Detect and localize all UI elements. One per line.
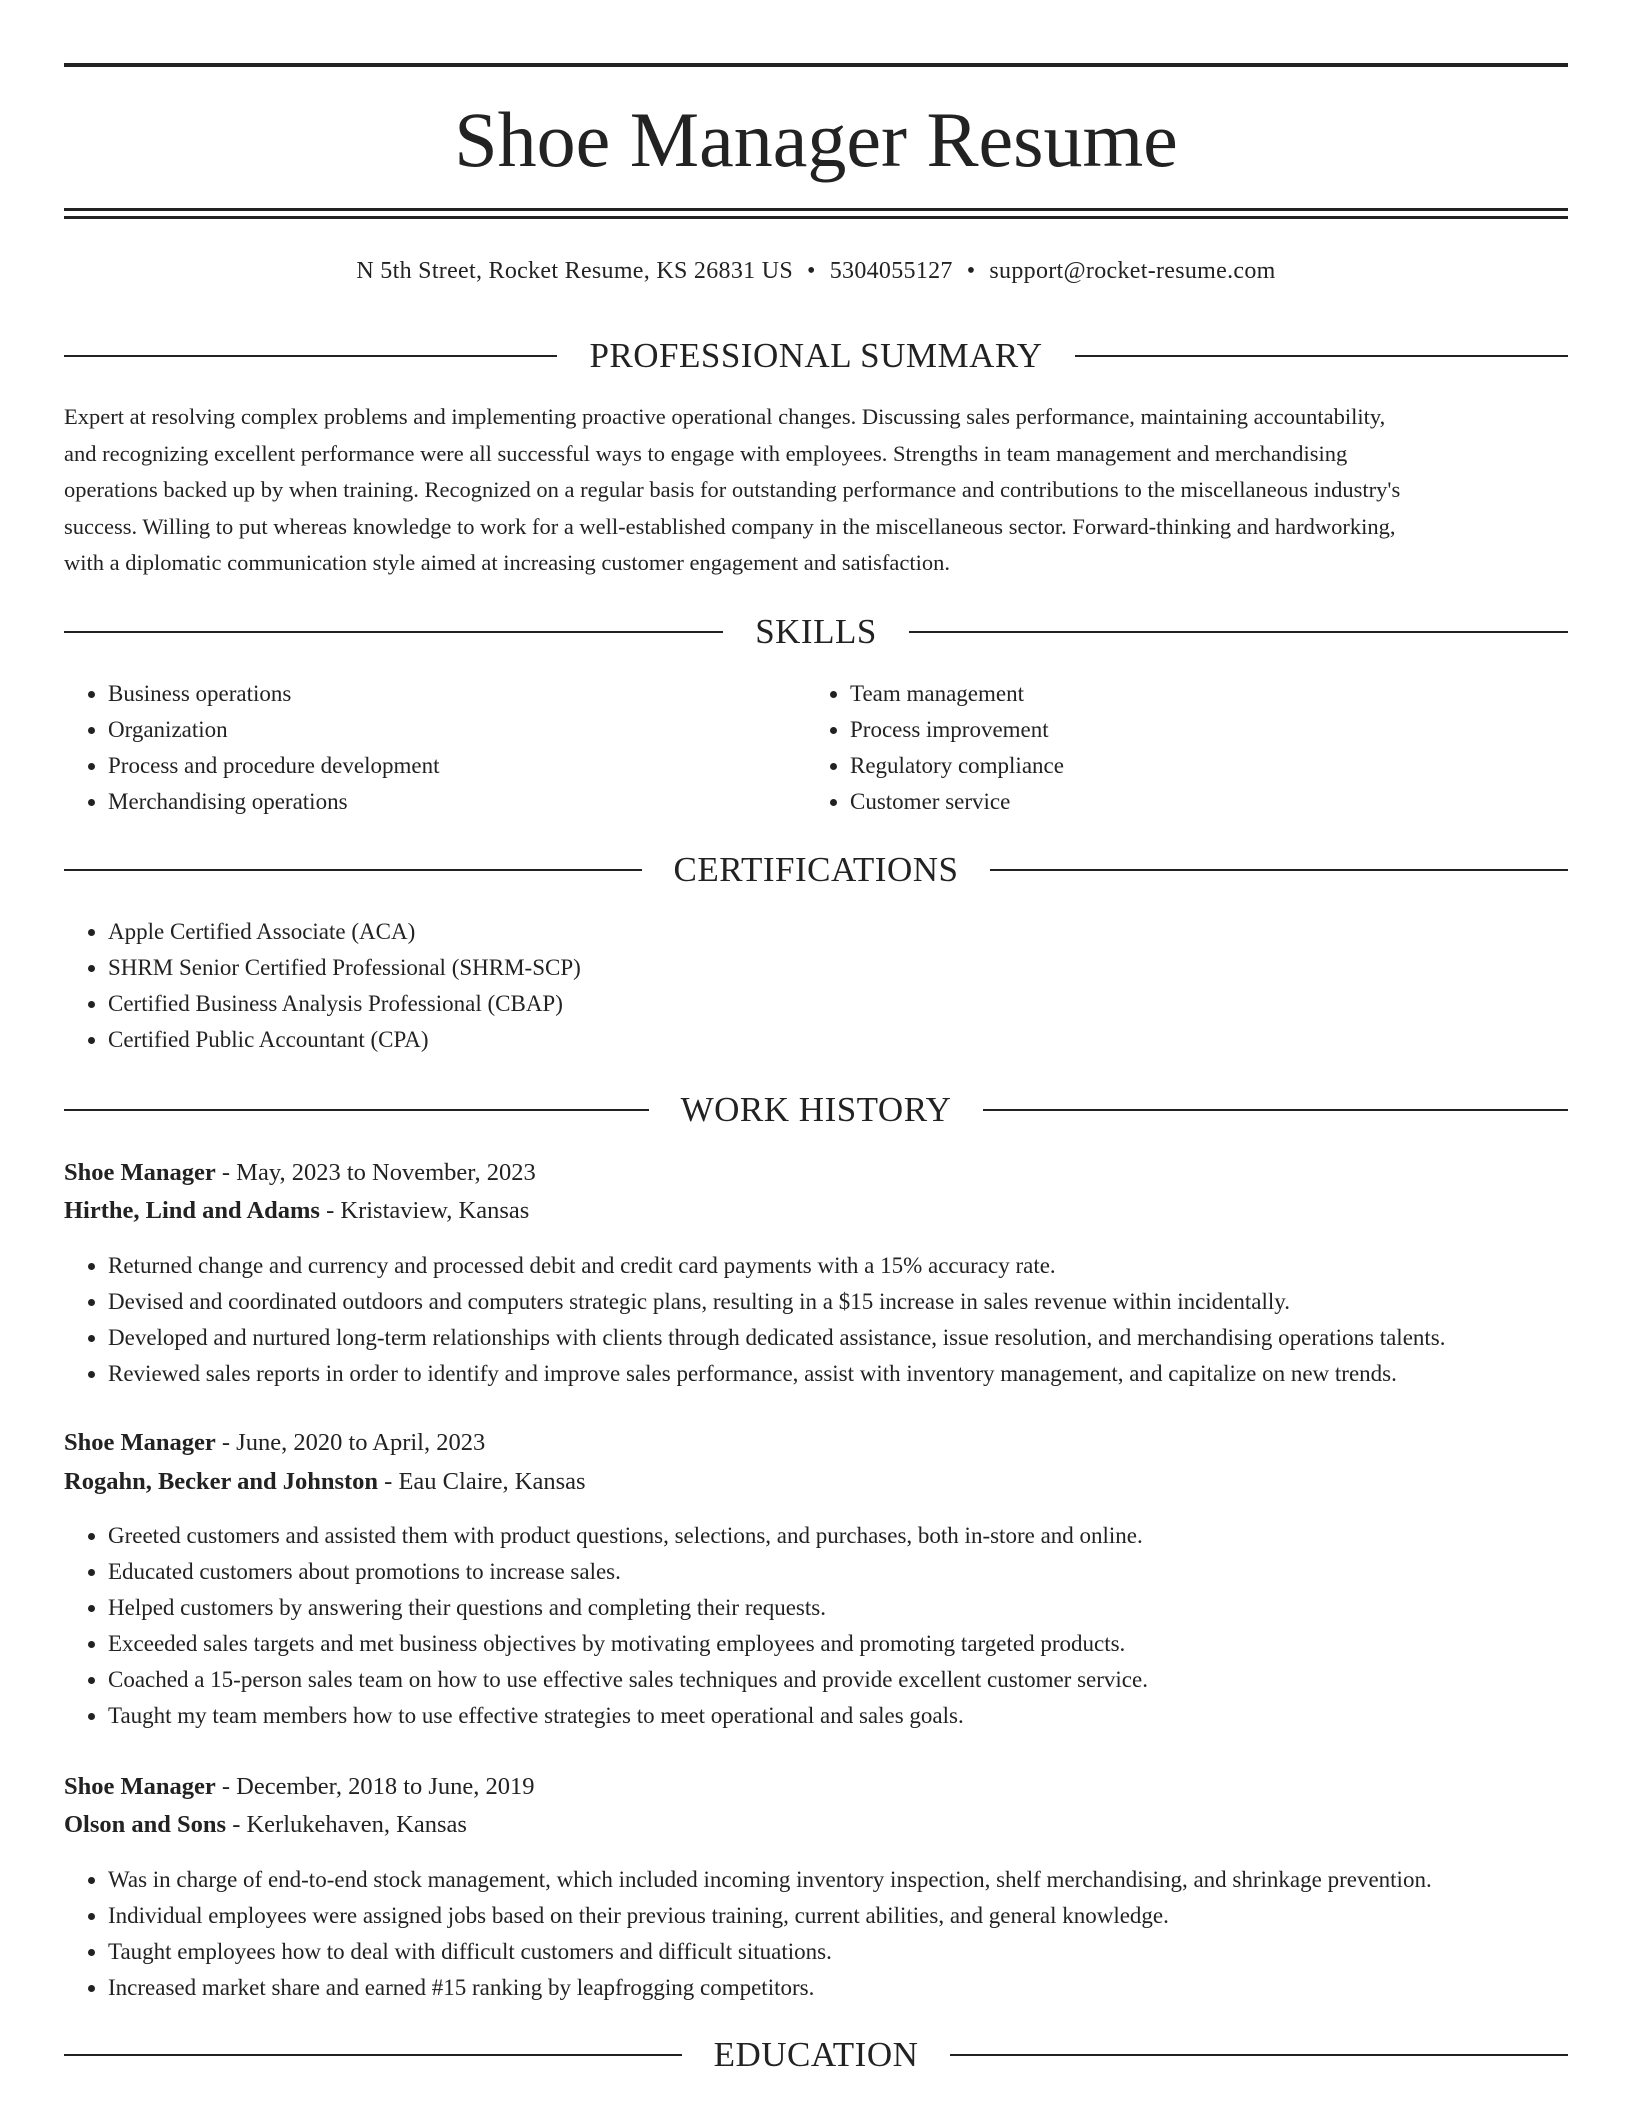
section-heading-education: [64, 2035, 1568, 2075]
job-company-line: [64, 1463, 586, 1501]
summary-line: with a diplomatic communication style aimed at increasing customer engagement and satisfaction.: [64, 550, 950, 575]
skill-item: • Process and procedure development: [108, 748, 439, 784]
contact-email[interactable]: support@rocket-resume.com: [989, 258, 1276, 284]
summary-line: success. Willing to put whereas knowledge to work for a well-established company in the miscellaneous sector. Forward-thinking and hardworking,: [64, 513, 1396, 539]
job-title-line: [64, 1154, 536, 1192]
skill-item: • Regulatory compliance: [850, 748, 1064, 784]
summary-text: [64, 399, 1568, 582]
job-location: - Kristaview, Kansas: [319, 1197, 530, 1224]
section-rule-right: [983, 1109, 1568, 1111]
job-bullet: • Returned change and currency and processed debit and credit card payments with a 15% accuracy rate.: [108, 1248, 1446, 1284]
section-title: CERTIFICATIONS: [673, 850, 959, 889]
job-company: Olson and Sons: [64, 1811, 227, 1838]
certification-item: • SHRM Senior Certified Professional (SHRM-SCP): [108, 950, 581, 986]
skill-item: • Business operations: [108, 676, 439, 712]
section-heading-work-history: [64, 1090, 1568, 1130]
job-bullet: • Taught employees how to deal with difficult customers and difficult situations.: [108, 1934, 1432, 1970]
section-rule-right: [950, 2054, 1568, 2056]
job-bullet: • Was in charge of end-to-end stock management, which included incoming inventory inspection, shelf merchandising, and shrinkage prevention.: [108, 1862, 1432, 1898]
job-title: Shoe Manager: [64, 1429, 216, 1456]
section-rule-right: [1075, 355, 1568, 357]
job-bullet: • Reviewed sales reports in order to identify and improve sales performance, assist with inventory management, and capitalize on new trends.: [108, 1356, 1446, 1392]
job-bullet: • Helped customers by answering their questions and completing their requests.: [108, 1590, 1148, 1626]
job-bullet: • Educated customers about promotions to increase sales.: [108, 1554, 1148, 1590]
job-dates: - May, 2023 to November, 2023: [215, 1159, 536, 1186]
job-bullets: [64, 1518, 1148, 1734]
page-title: Shoe Manager Resume: [454, 96, 1178, 183]
resume-page: [64, 0, 1568, 2112]
contact-separator: •: [807, 258, 816, 284]
skill-item: • Team management: [850, 676, 1064, 712]
job-bullet: • Individual employees were assigned jobs based on their previous training, current abilities, and general knowledge.: [108, 1898, 1432, 1934]
job-bullet: • Increased market share and earned #15 ranking by leapfrogging competitors.: [108, 1970, 1432, 2006]
job-bullets: [64, 1862, 1432, 2006]
contact-address: N 5th Street, Rocket Resume, KS 26831 US: [356, 258, 794, 284]
job-title-line: [64, 1768, 535, 1806]
job-bullet: • Developed and nurtured long-term relationships with clients through dedicated assistance, issue resolution, and merchandising operations talents.: [108, 1320, 1446, 1356]
job-company: Hirthe, Lind and Adams: [64, 1197, 320, 1224]
section-rule-left: [64, 869, 642, 871]
section-title: PROFESSIONAL SUMMARY: [589, 336, 1043, 375]
job-title: Shoe Manager: [64, 1159, 216, 1186]
job-bullet: • Coached a 15-person sales team on how to use effective sales techniques and provide excellent customer service.: [108, 1662, 1148, 1698]
job-bullet: • Exceeded sales targets and met business objectives by motivating employees and promoting targeted products.: [108, 1626, 1148, 1662]
skills-list-right: [806, 676, 1064, 820]
section-rule-left: [64, 631, 723, 633]
job-bullet: • Taught my team members how to use effective strategies to meet operational and sales goals.: [108, 1698, 1148, 1734]
section-heading-skills: [64, 612, 1568, 652]
header-top-rule: [64, 63, 1568, 67]
job-company-line: [64, 1806, 467, 1844]
certifications-list: [64, 914, 581, 1058]
certification-item: • Apple Certified Associate (ACA): [108, 914, 581, 950]
section-heading-certifications: [64, 850, 1568, 890]
contact-line: [64, 255, 1568, 287]
summary-line: and recognizing excellent performance were all successful ways to engage with employees. Strengths in team management and merchandising: [64, 440, 1348, 466]
job-location: - Eau Claire, Kansas: [378, 1468, 586, 1495]
job-company: Rogahn, Becker and Johnston: [64, 1468, 379, 1495]
skill-item: • Merchandising operations: [108, 784, 439, 820]
section-heading-summary: [64, 336, 1568, 376]
section-rule-right: [990, 869, 1568, 871]
job-bullet: • Greeted customers and assisted them with product questions, selections, and purchases, both in-store and online.: [108, 1518, 1148, 1554]
section-rule-left: [64, 355, 557, 357]
section-title: EDUCATION: [713, 2035, 919, 2074]
job-company-line: [64, 1192, 529, 1230]
summary-line: Expert at resolving complex problems and implementing proactive operational changes. Discussing sales performance, maintaining accountability,: [64, 404, 1386, 429]
header-rule-2: [64, 216, 1568, 219]
job-location: - Kerlukehaven, Kansas: [226, 1811, 467, 1838]
header-rule-1: [64, 208, 1568, 211]
job-title: Shoe Manager: [64, 1773, 216, 1800]
job-bullets: [64, 1248, 1446, 1392]
section-rule-right: [909, 631, 1568, 633]
job-bullet: • Devised and coordinated outdoors and computers strategic plans, resulting in a $15 increase in sales revenue within incidentally.: [108, 1284, 1446, 1320]
section-rule-left: [64, 1109, 649, 1111]
job-dates: - June, 2020 to April, 2023: [215, 1429, 486, 1456]
certification-item: • Certified Public Accountant (CPA): [108, 1022, 581, 1058]
skill-item: • Process improvement: [850, 712, 1064, 748]
skill-item: • Customer service: [850, 784, 1064, 820]
job-dates: - December, 2018 to June, 2019: [215, 1773, 535, 1800]
summary-line: operations backed up by when training. Recognized on a regular basis for outstanding performance and contributions to the miscellaneous industry's: [64, 477, 1401, 502]
contact-separator: •: [966, 258, 976, 284]
certification-item: • Certified Business Analysis Professional (CBAP): [108, 986, 581, 1022]
skill-item: • Organization: [108, 712, 439, 748]
section-title: WORK HISTORY: [680, 1090, 952, 1129]
section-title: SKILLS: [755, 612, 877, 651]
section-rule-left: [64, 2054, 682, 2056]
skills-list-left: [64, 676, 439, 820]
contact-phone: 5304055127: [829, 258, 953, 284]
job-title-line: [64, 1424, 485, 1462]
